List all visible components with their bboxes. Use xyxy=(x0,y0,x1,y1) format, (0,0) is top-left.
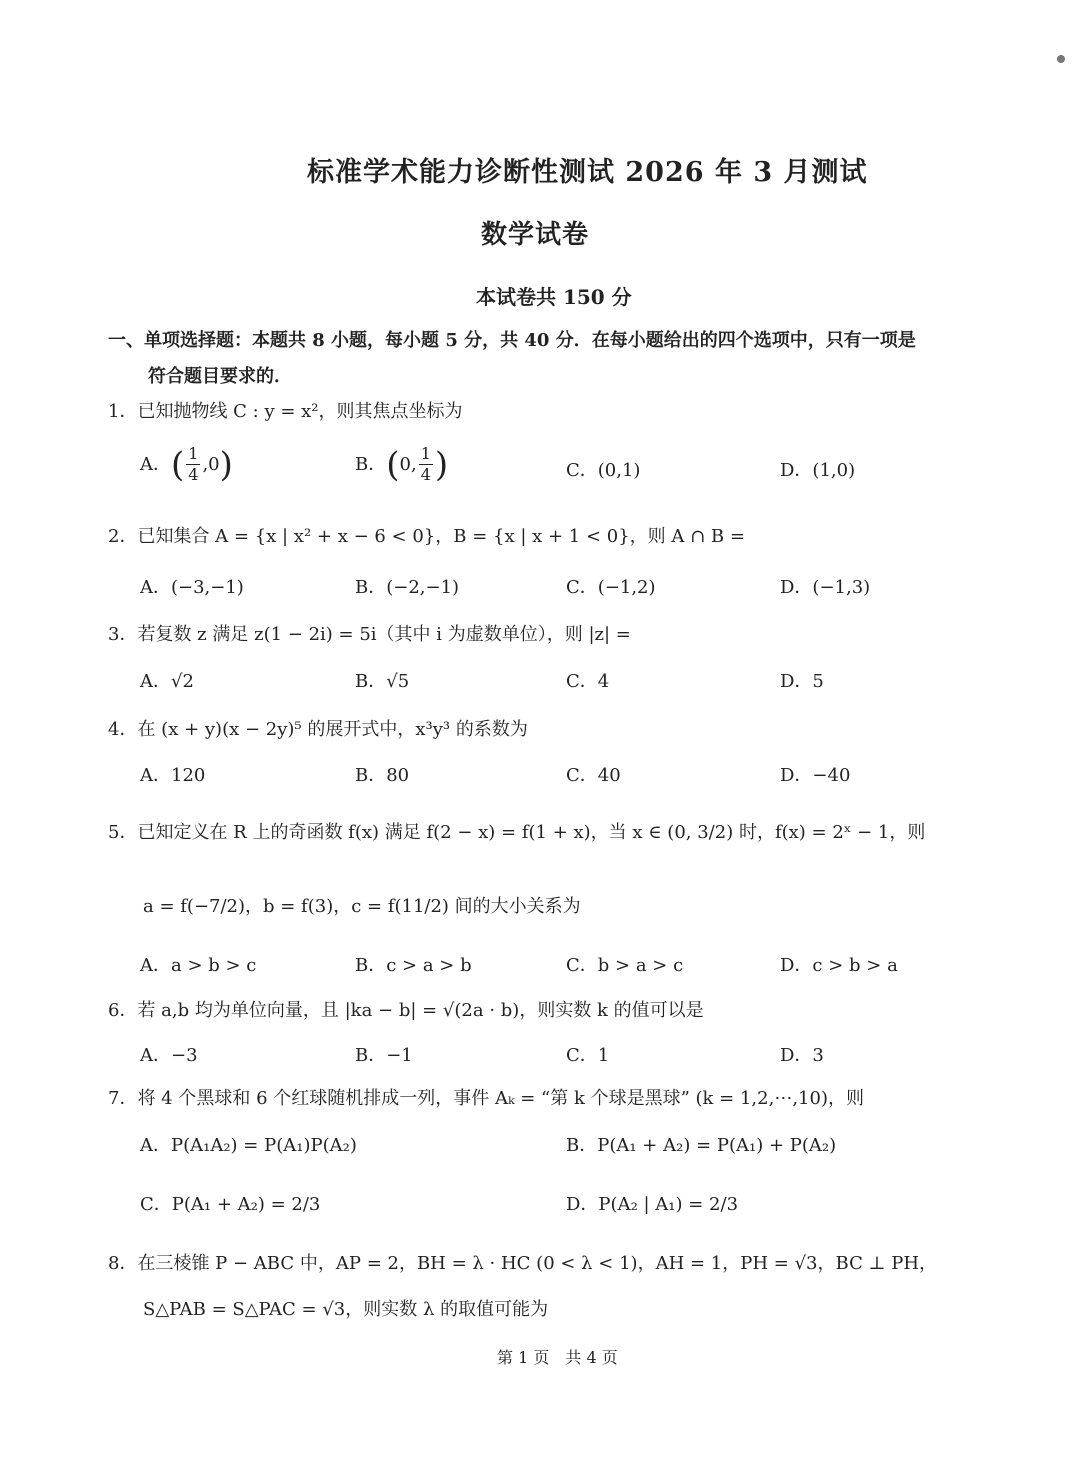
total-score: 本试卷共 150 分 xyxy=(476,285,632,309)
question-7-option-c: C．P(A₁ + A₂) = 2/3 xyxy=(140,1194,321,1215)
question-6-option-b: B．−1 xyxy=(355,1045,413,1066)
question-1-stem: 1．已知抛物线 C : y = x²，则其焦点坐标为 xyxy=(108,401,463,422)
question-2-option-c: C．(−1,2) xyxy=(566,577,656,598)
question-6-option-d: D．3 xyxy=(780,1045,824,1066)
question-6-option-a: A．−3 xyxy=(140,1045,198,1066)
question-5-stem: 5．已知定义在 R 上的奇函数 f(x) 满足 f(2 − x) = f(1 + x)，当 x ∈ (0, 3/2) 时，f(x) = 2ˣ − 1，则 xyxy=(108,822,926,843)
question-1-option-d: D．(1,0) xyxy=(780,460,856,481)
question-5-option-b: B．c > a > b xyxy=(355,955,472,976)
question-4-option-c: C．40 xyxy=(566,765,621,786)
question-4-option-b: B．80 xyxy=(355,765,410,786)
question-3-option-a: A．√2 xyxy=(140,671,194,692)
scan-speck xyxy=(1057,55,1065,63)
question-6-option-c: C．1 xyxy=(566,1045,610,1066)
question-3-stem: 3．若复数 z 满足 z(1 − 2i) = 5i（其中 i 为虚数单位），则 |z| = xyxy=(108,624,631,645)
page-subtitle: 数学试卷 xyxy=(481,220,590,250)
section-heading-line2: 符合题目要求的． xyxy=(148,366,292,387)
question-1-option-a: A． ( $\frac{1}{4}$ ,0 ) xyxy=(140,444,233,485)
question-5-option-c: C．b > a > c xyxy=(566,955,684,976)
question-6-stem: 6．若 a,b 均为单位向量，且 |ka − b| = √(2a · b)，则实数 k 的值可以是 xyxy=(108,1000,704,1021)
question-2-option-b: B．(−2,−1) xyxy=(355,577,460,598)
fraction: $\frac{1}{4}$ xyxy=(420,444,431,484)
question-1-option-c: C．(0,1) xyxy=(566,460,641,481)
question-3-option-c: C．4 xyxy=(566,671,610,692)
page-footer: 第 1 页 共 4 页 xyxy=(497,1348,618,1367)
fraction: $\frac{1}{4}$ xyxy=(188,444,199,484)
question-5-stem-line2: a = f(−7/2)，b = f(3)，c = f(11/2) 间的大小关系为 xyxy=(143,896,581,917)
question-7-stem: 7．将 4 个黑球和 6 个红球随机排成一列，事件 Aₖ = “第 k 个球是黑球” (k = 1,2,⋯,10)，则 xyxy=(108,1088,864,1109)
question-5-option-a: A．a > b > c xyxy=(140,955,257,976)
option-label: A． xyxy=(140,453,171,475)
question-3-option-d: D．5 xyxy=(780,671,824,692)
option-label: B． xyxy=(355,453,387,475)
question-5-option-d: D．c > b > a xyxy=(780,955,898,976)
question-7-option-d: D．P(A₂ | A₁) = 2/3 xyxy=(566,1194,739,1215)
page-title: 标准学术能力诊断性测试 2026 年 3 月测试 xyxy=(307,157,868,188)
question-7-option-b: B．P(A₁ + A₂) = P(A₁) + P(A₂) xyxy=(566,1135,837,1156)
question-4-stem: 4．在 (x + y)(x − 2y)⁵ 的展开式中，x³y³ 的系数为 xyxy=(108,719,528,740)
question-7-option-a: A．P(A₁A₂) = P(A₁)P(A₂) xyxy=(140,1135,357,1156)
question-1-option-b: B． ( 0, $\frac{1}{4}$ ) xyxy=(355,444,449,485)
question-8-stem-line2: S△PAB = S△PAC = √3，则实数 λ 的取值可能为 xyxy=(143,1299,549,1320)
question-2-option-a: A．(−3,−1) xyxy=(140,577,244,598)
question-4-option-d: D．−40 xyxy=(780,765,851,786)
question-2-stem: 2．已知集合 A = {x | x² + x − 6 < 0}，B = {x | x + 1 < 0}，则 A ∩ B = xyxy=(108,526,745,547)
question-2-option-d: D．(−1,3) xyxy=(780,577,871,598)
question-8-stem: 8．在三棱锥 P − ABC 中，AP = 2，BH = λ · HC (0 < λ < 1)，AH = 1，PH = √3，BC ⊥ PH， xyxy=(108,1253,938,1274)
question-3-option-b: B．√5 xyxy=(355,671,410,692)
question-4-option-a: A．120 xyxy=(140,765,206,786)
section-heading-line1: 一、单项选择题：本题共 8 小题，每小题 5 分，共 40 分．在每小题给出的四个选项中，只有一项是 xyxy=(108,330,916,351)
